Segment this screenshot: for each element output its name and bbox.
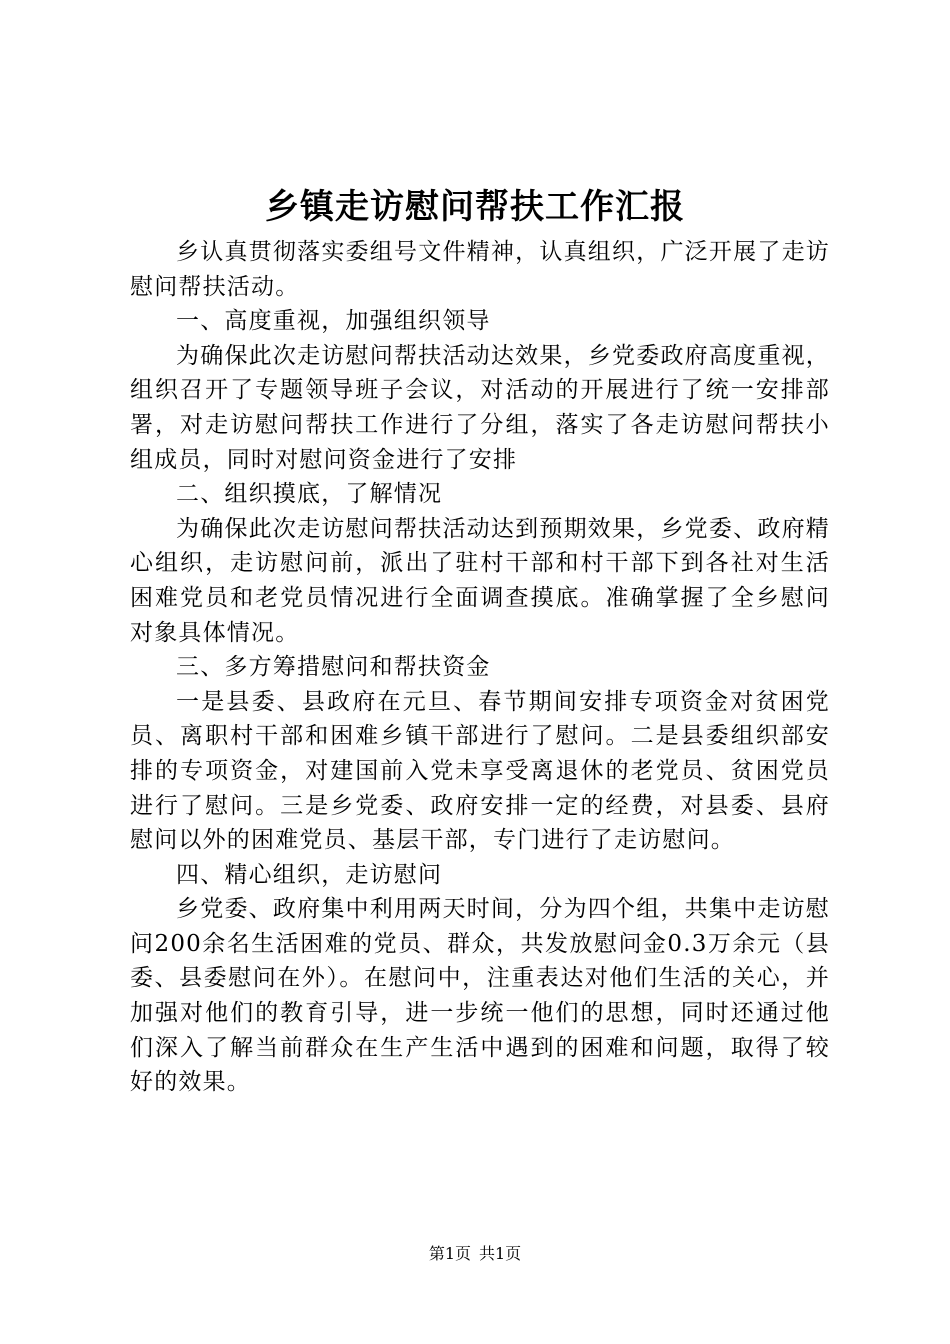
section-paragraph-1: 为确保此次走访慰问帮扶活动达效果，乡党委政府高度重视，组织召开了专题领导班子会议，对活动的开展进行了统一安排部署，对走访慰问帮扶工作进行了分组，落实了各走访慰问帮扶小组成员，同时对慰问资金进行了安排 <box>130 342 830 473</box>
section-paragraph-4: 乡党委、政府集中利用两天时间，分为四个组，共集中走访慰问200余名生活困难的党员、群众，共发放慰问金0.3万余元（县委、县委慰问在外）。在慰问中，注重表达对他们生活的关心，并加强对他们的教育引导，进一步统一他们的思想，同时还通过他们深入了解当前群众在生产生活中遇到的困难和问题，取得了较好的效果。 <box>130 896 830 1096</box>
section-heading-3: 三、多方筹措慰问和帮扶资金 <box>176 654 491 681</box>
section-paragraph-3: 一是县委、县政府在元旦、春节期间安排专项资金对贫困党员、离职村干部和困难乡镇干部进行了慰问。二是县委组织部安排的专项资金，对建国前入党未享受离退休的老党员、贫困党员进行了慰问。三是乡党委、政府安排一定的经费，对县委、县府慰问以外的困难党员、基层干部，专门进行了走访慰问。 <box>130 688 830 854</box>
document-body <box>130 235 830 1100</box>
page-footer <box>0 1243 950 1265</box>
intro-paragraph: 乡认真贯彻落实委组号文件精神，认真组织，广泛开展了走访慰问帮扶活动。 <box>130 239 830 300</box>
section-heading-4: 四、精心组织，走访慰问 <box>176 861 443 888</box>
section-heading-1: 一、高度重视，加强组织领导 <box>176 308 491 335</box>
section-paragraph-2: 为确保此次走访慰问帮扶活动达到预期效果，乡党委、政府精心组织，走访慰问前，派出了驻村干部和村干部下到各社对生活困难党员和老党员情况进行全面调查摸底。准确掌握了全乡慰问对象具体情况。 <box>130 515 830 646</box>
page-number: 第1页 <box>428 1244 471 1263</box>
section-heading-2: 二、组织摸底，了解情况 <box>176 481 443 508</box>
document-title: 乡镇走访慰问帮扶工作汇报 <box>265 187 685 227</box>
page-total: 共1页 <box>479 1244 522 1263</box>
